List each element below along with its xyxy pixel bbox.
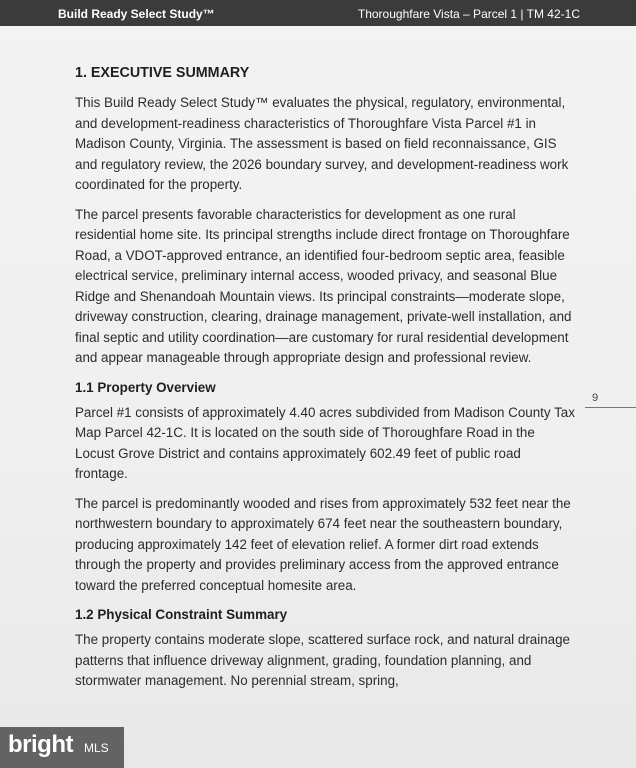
paragraph: The parcel presents favorable characteristics for development as one rural residential home site. Its principal strengths include direct frontage on Thoroughfare Road, a VDOT-approved entrance, an identified four-bedroom septic area, feasible electrical service, preliminary internal access, wooded privacy, and seasonal Blue Ridge and Shenandoah Mountain views. Its principal constraints—moderate slope, driveway construction, clearing, drainage management, private-well installation, and final septic and utility coordination—are customary for rural residential development and appear manageable through appropriate design and professional review.	[75, 206, 572, 365]
page-header	[0, 0, 636, 26]
page-number-rule	[585, 407, 636, 408]
paragraph: Parcel #1 consists of approximately 4.40 acres subdivided from Madison County Tax Map Parcel 42-1C. It is located on the south side of Thoroughfare Road in the Locust Grove District and contains approximately 602.49 feet of public road frontage.	[75, 404, 575, 481]
section-heading-physical-constraint-summary: 1.2 Physical Constraint Summary	[75, 607, 288, 622]
paragraph: The property contains moderate slope, scattered surface rock, and natural drainage patterns that influence driveway alignment, grading, foundation planning, and stormwater management. No perennial stream, spring,	[75, 632, 570, 688]
header-parcel-title: Thoroughfare Vista – Parcel 1 | TM 42-1C	[357, 7, 580, 21]
paragraph: The parcel is predominantly wooded and rises from approximately 532 feet near the northwestern boundary to approximately 674 feet near the southeastern boundary, producing approximately 142 feet of elevation relief. A former dirt road extends through the property and provides preliminary access from the approved entrance toward the preferred conceptual homesite area.	[75, 495, 571, 593]
page-number: 9	[592, 392, 599, 404]
watermark-mls: MLS	[84, 741, 109, 755]
paragraph: This Build Ready Select Study™ evaluates the physical, regulatory, environmental, and development-readiness characteristics of Thoroughfare Vista Parcel #1 in Madison County, Virginia. The assessment is based on field reconnaissance, GIS and regulatory review, the 2026 boundary survey, and development-readiness work coordinated for the property.	[75, 95, 569, 192]
section-heading-executive-summary: 1. EXECUTIVE SUMMARY	[75, 65, 250, 81]
document-body	[75, 62, 575, 701]
watermark-brand: bright	[8, 731, 73, 758]
header-study-title: Build Ready Select Study™	[58, 7, 215, 21]
section-heading-property-overview: 1.1 Property Overview	[75, 379, 216, 395]
mls-watermark	[0, 727, 124, 768]
